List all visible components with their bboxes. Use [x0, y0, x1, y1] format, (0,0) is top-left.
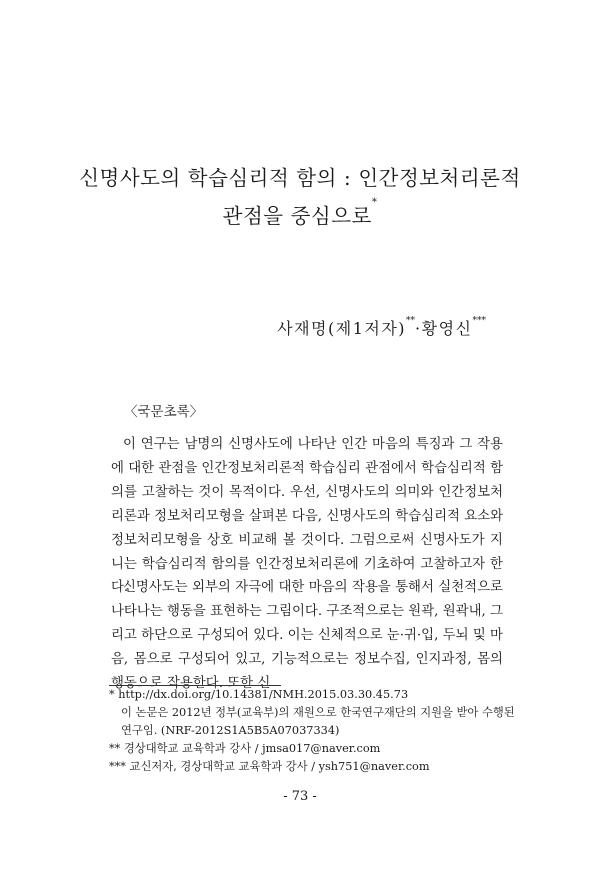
paper-title-line1: 신명사도의 학습심리적 함의 : 인간정보처리론적 [79, 166, 521, 190]
first-author-mark: ** [406, 316, 416, 326]
abstract-paragraph-2: 신명사도는 외부의 자극에 대한 마음의 작용을 통해서 실천적으로 나타나는 행동을 표현하는 그림이다. 구조적으로는 원곽, 원곽내, 그리고 하단으로 구성되어 있다. 이는 신체적으로 눈·귀·입, 두뇌 및 마음, 몸으로 구성되어 있고, 기능적으로는 정보수집, 인지과정, 몸의 행동으로 작용한다. 또한 신 [111, 580, 503, 691]
footnote-1 [109, 686, 509, 704]
footnote-3 [109, 758, 509, 776]
first-author: 사재명(제1저자) [277, 319, 407, 338]
footnote-2-mark: ** [109, 742, 121, 755]
second-author: 황영신 [421, 319, 473, 338]
footnote-3-mark: *** [109, 760, 126, 773]
page-number: - 73 - [283, 789, 317, 804]
footnote-1-mark: * [109, 688, 115, 701]
author-separator: · [415, 319, 422, 338]
abstract-paragraph-2-block [111, 576, 503, 696]
footnote-1-doi: http://dx.doi.org/10.14381/NMH.2015.03.30.45.73 [118, 688, 409, 701]
title-footnote-mark: * [371, 197, 378, 208]
footnotes [109, 686, 515, 776]
footnote-2 [109, 740, 509, 758]
second-author-mark: *** [472, 316, 486, 326]
footnote-3-text: 교신저자, 경상대학교 교육학과 강사 / ysh751@naver.com [129, 760, 430, 773]
paper-title-line2 [0, 199, 600, 229]
abstract-paragraph-1: 이 연구는 남명의 신명사도에 나타난 인간 마음의 특징과 그 작용에 대한 관점을 인간정보처리론적 학습심리 관점에서 학습심리적 함의를 고찰하는 것이 목적이다. 우선, 신명사도의 의미와 인간정보처리론과 정보처리모형을 살펴본 다음, 신명사도의 학습심리적 요소와 정보처리모형을 상호 비교해 볼 것이다. 그럼으로써 신명사도가 지니는 학습심리적 함의를 인간정보처리론에 기초하여 고찰하고자 한다. [111, 437, 503, 596]
abstract-label: 〈국문초록〉 [124, 404, 204, 420]
footnote-1-funding: 이 논문은 2012년 정부(교육부)의 재원으로 한국연구재단의 지원을 받아 수행된 [121, 706, 515, 719]
author-line [277, 316, 486, 339]
footnote-1-grant: 연구임. (NRF-2012S1A5B5A07037334) [121, 724, 340, 737]
paper-title-line2-text: 관점을 중심으로 [222, 204, 372, 228]
footnote-2-text: 경상대학교 교육학과 강사 / jmsa017@naver.com [123, 742, 381, 755]
